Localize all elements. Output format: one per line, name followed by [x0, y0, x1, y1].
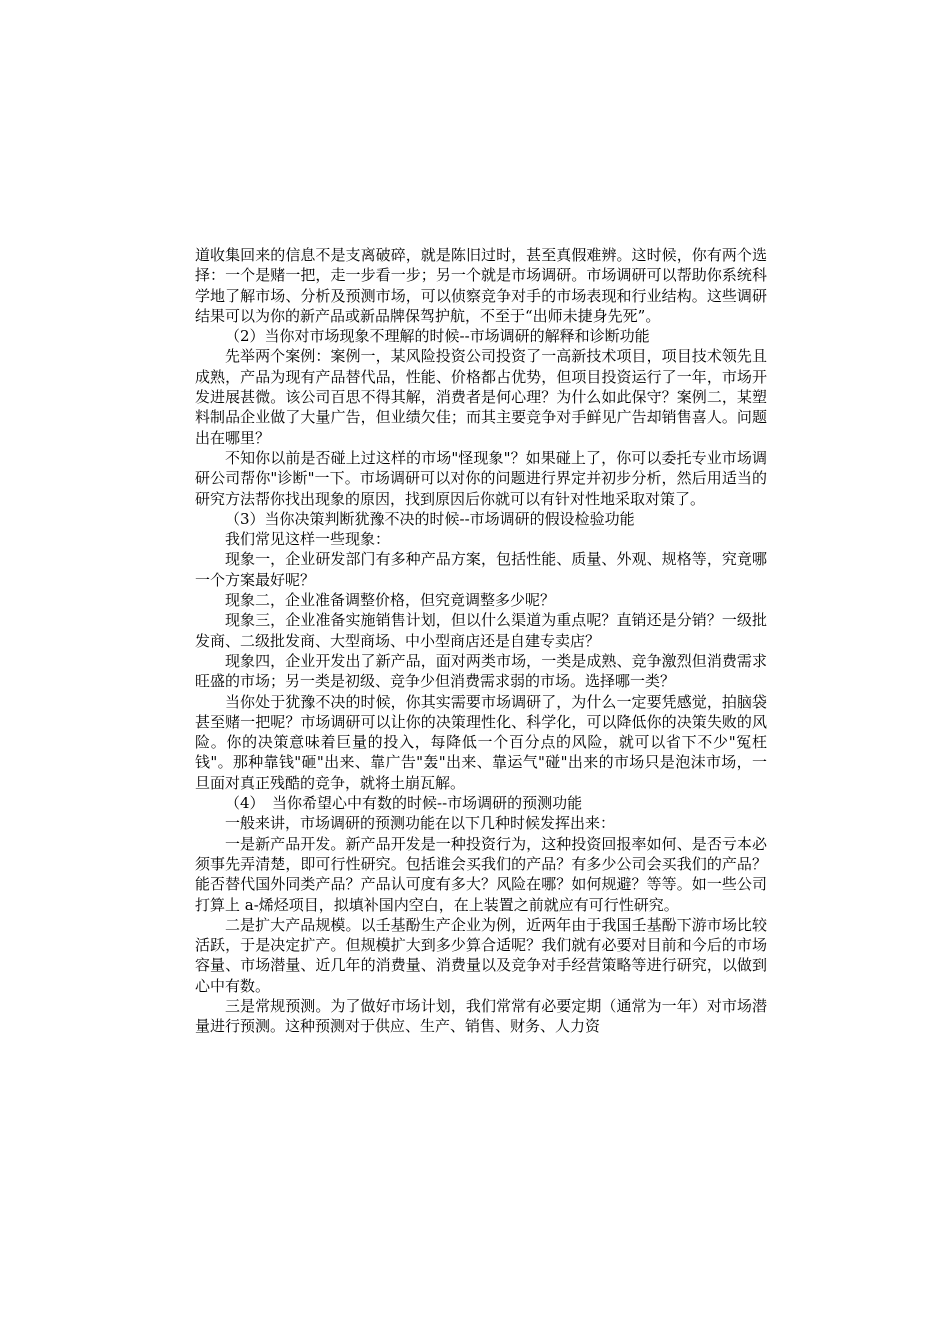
section-heading-3: （3）当你决策判断犹豫不决的时候--市场调研的假设检验功能 — [225, 509, 635, 528]
paragraph-1: 道收集回来的信息不是支离破碎，就是陈旧过时，甚至真假难辨。这时候，你有两个选择：一个是赌一把，走一步看一步；另一个就是市场调研。市场调研可以帮助你系统科学地了解市场、分析及预测市场，可以侦察竞争对手的市场表现和行业结构。这些调研结果可以为你的新产品或新品牌保驾护航，不至于“出师未捷身先死”。 — [195, 246, 767, 325]
paragraph-diagnosis: 不知你以前是否碰上过这样的市场"怪现象"？如果碰上了，你可以委托专业市场调研公司帮你"诊断"一下。市场调研可以对你的问题进行界定并初步分析，然后用适当的研究方法帮你找出现象的原因，找到原因后你就可以有针对性地采取对策了。 — [195, 448, 767, 508]
paragraph-routine-forecast: 三是常规预测。为了做好市场计划，我们常常有必要定期（通常为一年）对市场潜量进行预测。这种预测对于供应、生产、销售、财务、人力资 — [195, 996, 767, 1036]
paragraph-phenomenon-3: 现象三，企业准备实施销售计划，但以什么渠道为重点呢？直销还是分销？一级批发商、二级批发商、大型商场、中小型商店还是自建专卖店？ — [195, 611, 767, 650]
paragraph-hesitation: 当你处于犹豫不决的时候，你其实需要市场调研了，为什么一定要凭感觉，拍脑袋甚至赌一把呢？市场调研可以让你的决策理性化、科学化，可以降低你的决策失败的风险。你的决策意味着巨量的投入，每降低一个百分点的风险，就可以省下不少"冤枉钱"。那种靠钱"砸"出来、靠广告"轰"出来、靠运气"碰"出来的市场只是泡沫市场，一旦面对真正残酷的竞争，就将土崩瓦解。 — [195, 692, 767, 792]
paragraph-phenomenon-2: 现象二，企业准备调整价格，但究竟调整多少呢？ — [225, 591, 556, 610]
paragraph-cases: 先举两个案例：案例一，某风险投资公司投资了一高新技术项目，项目技术领先且成熟，产品为现有产品替代品，性能、价格都占优势，但项目投资运行了一年，市场开发进展甚微。该公司百思不得其解，消费者是何心理？为什么如此保守？案例二，某塑料制品企业做了大量广告，但业绩欠佳；而其主要竞争对手鲜见广告却销售喜人。问题出在哪里？ — [195, 347, 767, 447]
paragraph-phenomena-intro: 我们常见这样一些现象： — [225, 530, 391, 549]
document-page — [195, 245, 767, 1037]
paragraph-forecast-intro: 一般来讲，市场调研的预测功能在以下几种时候发挥出来： — [225, 814, 616, 833]
paragraph-expand-scale: 二是扩大产品规模。以壬基酚生产企业为例，近两年由于我国壬基酚下游市场比较活跃，于是决定扩产。但规模扩大到多少算合适呢？我们就有必要对目前和今后的市场容量、市场潜量、近几年的消费量、消费量以及竞争对手经营策略等进行研究，以做到心中有数。 — [195, 915, 767, 995]
paragraph-new-product: 一是新产品开发。新产品开发是一种投资行为，这种投资回报率如何、是否亏本必须事先弄清楚，即可行性研究。包括谁会买我们的产品？有多少公司会买我们的产品？能否替代国外同类产品？产品认可度有多大？风险在哪？如何规避？等等。如一些公司打算上 a-烯烃项目，拟填补国内空白，在上装置之前就应有可行性研究。 — [195, 834, 767, 914]
section-heading-2: （2）当你对市场现象不理解的时候--市场调研的解释和诊断功能 — [225, 327, 650, 346]
paragraph-phenomenon-4: 现象四，企业开发出了新产品，面对两类市场，一类是成熟、竞争激烈但消费需求旺盛的市场；另一类是初级、竞争少但消费需求弱的市场。选择哪一类？ — [195, 651, 767, 691]
paragraph-phenomenon-1: 现象一，企业研发部门有多种产品方案，包括性能、质量、外观、规格等，究竟哪一个方案最好呢？ — [195, 550, 767, 589]
section-heading-4: （4） 当你希望心中有数的时候--市场调研的预测功能 — [225, 794, 583, 813]
